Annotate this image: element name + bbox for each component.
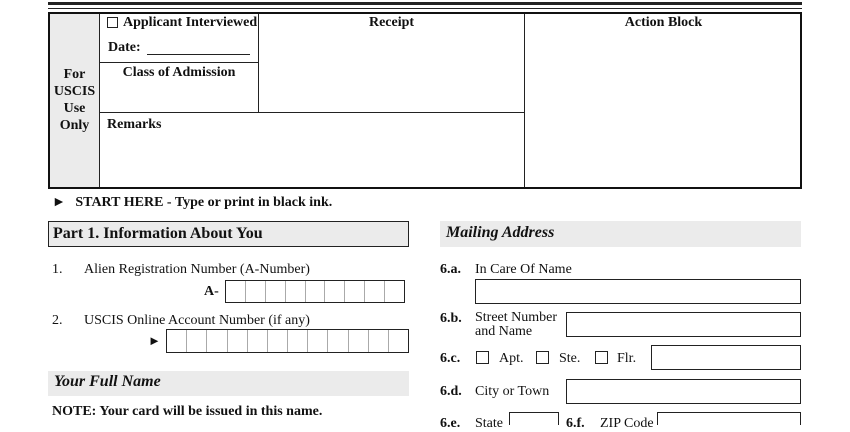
in-care-of-input[interactable]	[475, 279, 801, 304]
mailing-address-title: Mailing Address	[446, 224, 555, 241]
receipt-label: Receipt	[368, 15, 415, 30]
q6f-label: ZIP Code	[600, 416, 654, 431]
uscis-online-account-input[interactable]	[166, 329, 409, 353]
arrow-right-icon: ►	[148, 333, 161, 348]
divider-h1	[99, 62, 259, 63]
q6e-label: State	[475, 416, 503, 431]
q2-number: 2.	[52, 313, 63, 328]
arrow-right-icon: ►	[52, 195, 66, 210]
your-full-name-title: Your Full Name	[54, 373, 161, 390]
a-number-input[interactable]	[225, 280, 405, 303]
q6e-number: 6.e.	[440, 416, 461, 431]
date-line[interactable]	[147, 54, 250, 55]
state-input[interactable]	[509, 412, 559, 425]
top-rule	[48, 2, 802, 5]
date-label: Date:	[108, 40, 141, 55]
apt-label: Apt.	[499, 351, 524, 366]
class-of-admission-label: Class of Admission	[122, 65, 236, 80]
a-number-prefix: A-	[204, 284, 219, 299]
applicant-interviewed-label: Applicant Interviewed	[123, 15, 258, 30]
q6a-number: 6.a.	[440, 262, 461, 277]
q6b-number: 6.b.	[440, 311, 462, 326]
uscis-use-block	[48, 12, 802, 189]
top-rule-thin	[48, 8, 802, 9]
zip-input[interactable]	[657, 412, 801, 425]
uscis-side-label: For USCIS Use Only	[53, 67, 96, 133]
apt-checkbox[interactable]	[476, 351, 489, 364]
part1-title: Part 1. Information About You	[53, 225, 263, 242]
name-note	[52, 404, 322, 420]
flr-checkbox[interactable]	[595, 351, 608, 364]
q6a-label: In Care Of Name	[475, 262, 572, 277]
q2-label: USCIS Online Account Number (if any)	[84, 313, 310, 328]
divider-h2	[99, 112, 525, 113]
note-text: NOTE: Your card will be issued in this name.	[52, 404, 323, 419]
q1-number: 1.	[52, 262, 63, 277]
q6f-number: 6.f.	[566, 416, 585, 431]
action-block-label: Action Block	[624, 15, 703, 30]
q6d-number: 6.d.	[440, 384, 462, 399]
q6c-number: 6.c.	[440, 351, 461, 366]
remarks-label: Remarks	[107, 117, 162, 132]
ste-label: Ste.	[559, 351, 581, 366]
apt-ste-flr-number-input[interactable]	[651, 345, 801, 370]
street-input[interactable]	[566, 312, 801, 337]
city-input[interactable]	[566, 379, 801, 404]
q6b-label: Street Number and Name	[475, 310, 558, 339]
applicant-interviewed-checkbox[interactable]	[107, 17, 118, 28]
q6d-label: City or Town	[475, 384, 550, 399]
flr-label: Flr.	[617, 351, 637, 366]
start-here-instruction: ► START HERE - Type or print in black ink.	[52, 195, 333, 210]
divider-v2	[524, 14, 525, 187]
q1-label: Alien Registration Number (A-Number)	[84, 262, 310, 277]
ste-checkbox[interactable]	[536, 351, 549, 364]
